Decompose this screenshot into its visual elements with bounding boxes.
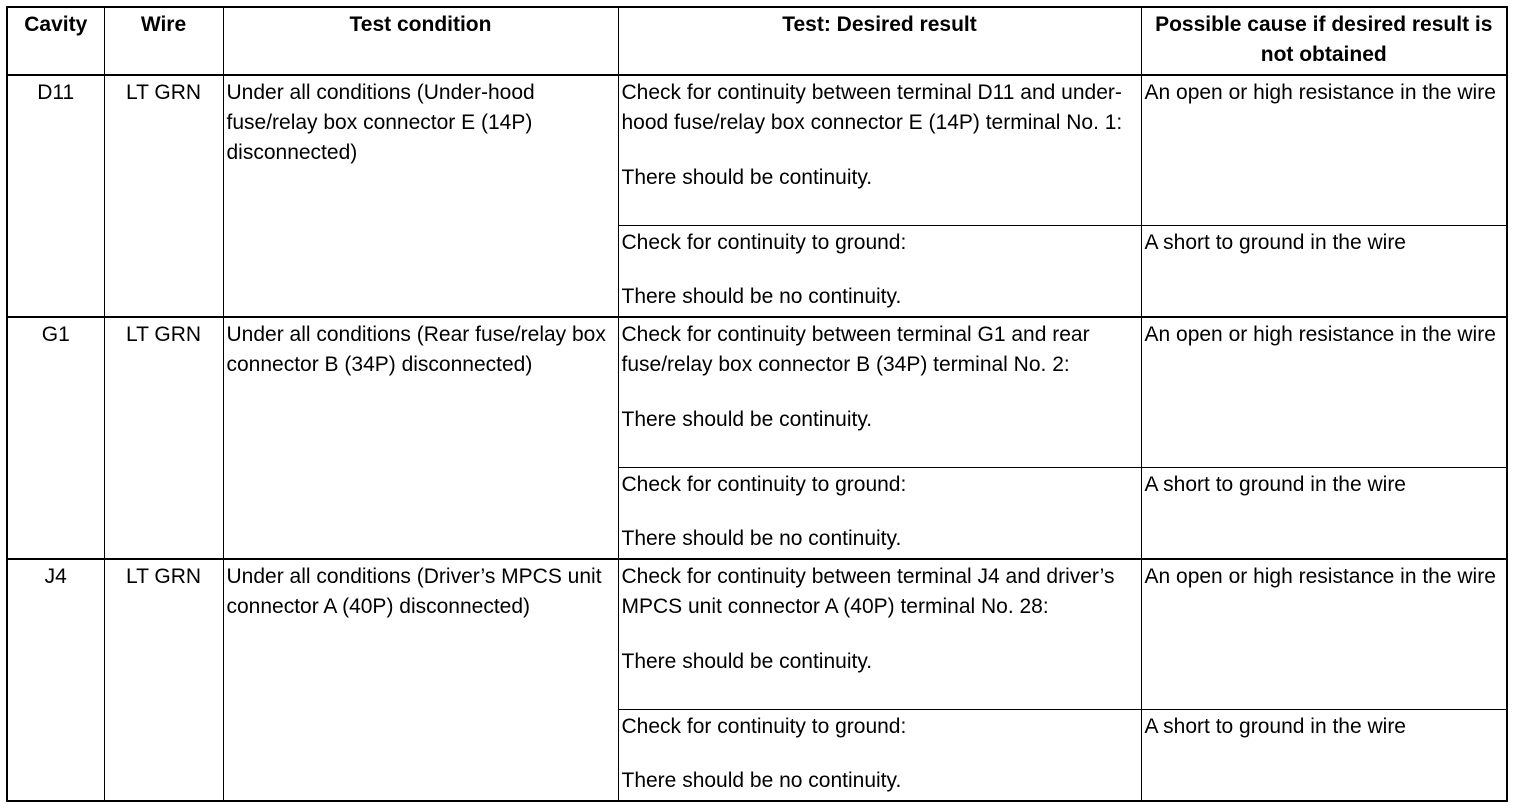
expected-result: There should be no continuity. [621, 769, 902, 792]
document-page [6, 6, 1508, 802]
spacer [622, 622, 1138, 647]
spacer [622, 380, 1138, 405]
possible-cause-cell: An open or high resistance in the wire [1141, 75, 1507, 226]
header-possible-cause: Possible cause if desired result is not obtained [1141, 7, 1507, 75]
table-row [7, 75, 1507, 226]
table-row [7, 317, 1507, 468]
desired-result-cell [618, 317, 1141, 468]
expected-result: There should be continuity. [621, 650, 873, 673]
cavity-cell: G1 [7, 317, 104, 559]
header-wire: Wire [104, 7, 223, 75]
table-header-row [7, 7, 1507, 75]
table-row [7, 559, 1507, 710]
expected-result: There should be continuity. [621, 166, 873, 189]
check-instruction: Check for continuity to ground: [621, 231, 907, 254]
possible-cause-cell: An open or high resistance in the wire [1141, 317, 1507, 468]
wire-cell: LT GRN [104, 75, 223, 317]
check-instruction: Check for continuity to ground: [621, 715, 907, 738]
desired-result-cell [618, 559, 1141, 710]
spacer [622, 258, 1138, 282]
check-instruction: Check for continuity between terminal J4 and driver’s MPCS unit connector A (40P) terminal No. 28: [621, 565, 1115, 618]
wire-cell: LT GRN [104, 559, 223, 801]
possible-cause-cell: A short to ground in the wire [1141, 468, 1507, 560]
possible-cause-cell: An open or high resistance in the wire [1141, 559, 1507, 710]
expected-result: There should be continuity. [621, 408, 873, 431]
spacer [622, 138, 1138, 163]
cavity-cell: J4 [7, 559, 104, 801]
test-condition-cell: Under all conditions (Driver’s MPCS unit connector A (40P) disconnected) [223, 559, 618, 801]
test-condition-cell: Under all conditions (Rear fuse/relay box connector B (34P) disconnected) [223, 317, 618, 559]
possible-cause-cell: A short to ground in the wire [1141, 710, 1507, 802]
desired-result-cell [618, 75, 1141, 226]
header-desired-result: Test: Desired result [618, 7, 1141, 75]
check-instruction: Check for continuity between terminal D11 and under-hood fuse/relay box connector E (14P) terminal No. 1: [621, 81, 1123, 134]
test-condition-cell: Under all conditions (Under-hood fuse/relay box connector E (14P) disconnected) [223, 75, 618, 317]
header-cavity: Cavity [7, 7, 104, 75]
wire-cell: LT GRN [104, 317, 223, 559]
header-test-condition: Test condition [223, 7, 618, 75]
wire-test-table [6, 6, 1508, 802]
spacer [622, 742, 1138, 766]
desired-result-cell [618, 468, 1141, 560]
check-instruction: Check for continuity to ground: [621, 473, 907, 496]
cavity-cell: D11 [7, 75, 104, 317]
expected-result: There should be no continuity. [621, 527, 902, 550]
desired-result-cell [618, 226, 1141, 318]
spacer [622, 500, 1138, 524]
expected-result: There should be no continuity. [621, 285, 902, 308]
possible-cause-cell: A short to ground in the wire [1141, 226, 1507, 318]
check-instruction: Check for continuity between terminal G1 and rear fuse/relay box connector B (34P) terminal No. 2: [621, 323, 1090, 376]
desired-result-cell [618, 710, 1141, 802]
